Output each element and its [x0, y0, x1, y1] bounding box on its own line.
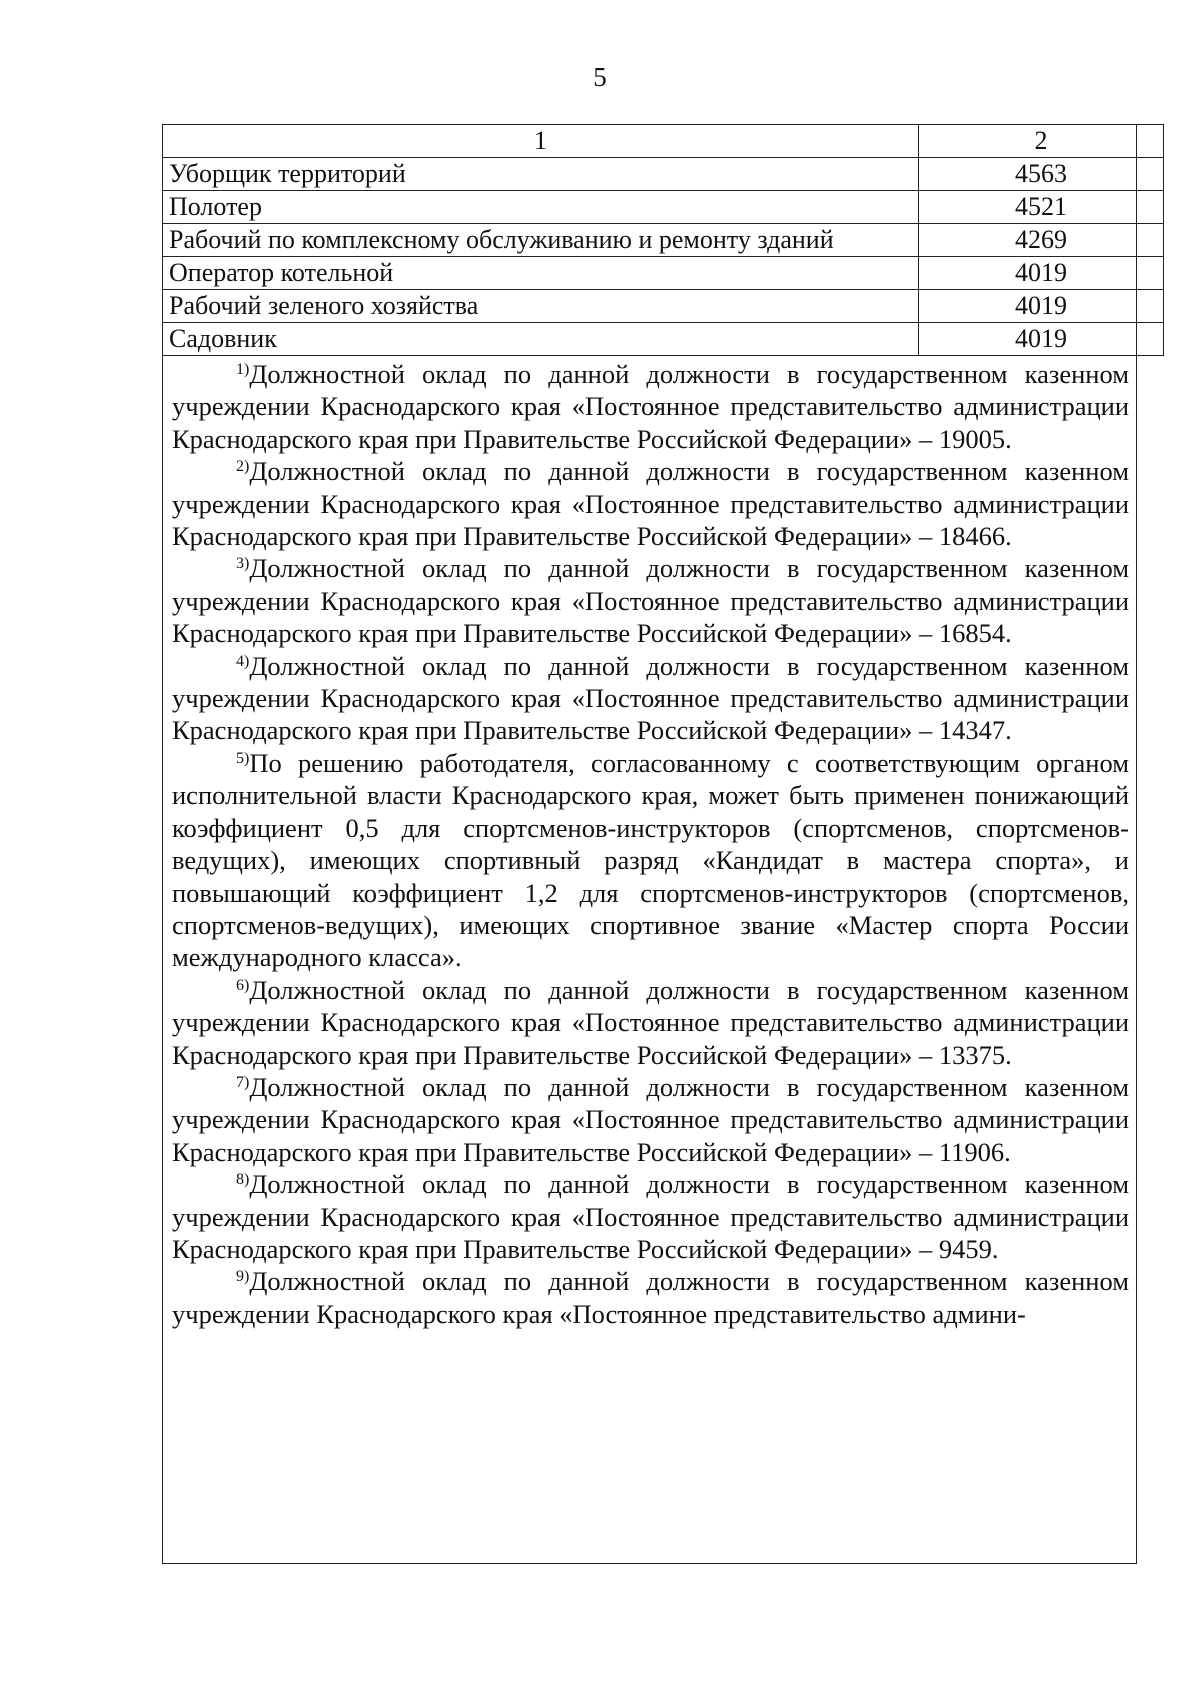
salary-cell: 4019 [919, 290, 1164, 323]
footnote [172, 358, 1129, 455]
footnote-text: Должностной оклад по данной должности в государственном казенном учреждении Краснодарского края «Постоянное представительство администрации Краснодарского края при Правительстве Российской Федерации» – 16854. [172, 553, 1129, 649]
salary-cell: 4019 [919, 323, 1164, 356]
salary-table [162, 124, 1164, 356]
footnote-mark: 8) [236, 1171, 250, 1189]
footnote [172, 650, 1129, 747]
salary-cell: 4563 [919, 158, 1164, 191]
table-header-row [163, 125, 1164, 158]
footnotes [172, 358, 1129, 1330]
table-row [163, 158, 1164, 191]
table-row [163, 257, 1164, 290]
footnote-text: Должностной оклад по данной должности в государственном казенном учреждении Краснодарского края «Постоянное представительство администрации Краснодарского края при Правительстве Российской Федерации» – 11906. [172, 1071, 1129, 1167]
footnote-mark: 9) [236, 1268, 250, 1286]
column-header-position: 1 [163, 125, 919, 158]
footnote [172, 1071, 1129, 1168]
salary-cell: 4521 [919, 191, 1164, 224]
table-row [163, 191, 1164, 224]
footnote-mark: 2) [236, 458, 250, 476]
footnote-text: Должностной оклад по данной должности в государственном казенном учреждении Краснодарского края «Постоянное представительство администрации Краснодарского края при Правительстве Российской Федерации» – 14347. [172, 650, 1129, 746]
footnote [172, 1265, 1129, 1330]
position-cell: Полотер [163, 191, 919, 224]
table-row [163, 290, 1164, 323]
position-cell: Оператор котельной [163, 257, 919, 290]
footnote [172, 747, 1129, 974]
footnote-mark: 6) [236, 976, 250, 994]
footnote-text: Должностной оклад по данной должности в государственном казенном учреждении Краснодарского края «Постоянное представительство администрации Краснодарского края при Правительстве Российской Федерации» – 9459. [172, 1169, 1129, 1264]
footnote-text: Должностной оклад по данной должности в государственном казенном учреждении Краснодарского края «Постоянное представительство администрации Краснодарского края при Правительстве Российской Федерации» – 19005. [172, 359, 1129, 454]
footnote-mark: 3) [236, 555, 250, 573]
column-header-salary: 2 [919, 125, 1164, 158]
position-cell: Уборщик территорий [163, 158, 919, 191]
page-number: 5 [593, 62, 607, 92]
footnote-mark: 4) [236, 652, 250, 670]
footnote [172, 552, 1129, 649]
footnote [172, 974, 1129, 1071]
position-cell: Рабочий зеленого хозяйства [163, 290, 919, 323]
footnote-text: По решению работодателя, согласованному с соответствующим органом исполнительной власти Краснодарского края, может быть применен понижающий коэффициент 0,5 для спортсменов-инструкторов (спортсменов, спортсменов-ведущих), имеющих спортивный разряд «Кандидат в мастера спорта», и повышающий коэффициент 1,2 для спортсменов-инструкторов (спортсменов, спортсменов-ведущих), имеющих спортивное звание «Мастер спорта России международного класса». [172, 747, 1129, 973]
footnote-mark: 1) [236, 361, 250, 378]
position-cell: Рабочий по комплексному обслуживанию и ремонту зданий [163, 224, 919, 257]
table-row [163, 323, 1164, 356]
salary-cell: 4269 [919, 224, 1164, 257]
footnote-text: Должностной оклад по данной должности в государственном казенном учреждении Краснодарского края «Постоянное представительство администрации Краснодарского края при Правительстве Российской Федерации» – 18466. [172, 456, 1129, 552]
footnote [172, 455, 1129, 552]
footnote [172, 1168, 1129, 1265]
footnote-text: Должностной оклад по данной должности в государственном казенном учреждении Краснодарского края «Постоянное представительство админи- [172, 1266, 1129, 1329]
footnote-mark: 7) [236, 1073, 250, 1091]
table-row [163, 224, 1164, 257]
salary-cell: 4019 [919, 257, 1164, 290]
footnote-text: Должностной оклад по данной должности в государственном казенном учреждении Краснодарского края «Постоянное представительство администрации Краснодарского края при Правительстве Российской Федерации» – 13375. [172, 974, 1129, 1070]
position-cell: Садовник [163, 323, 919, 356]
footnote-mark: 5) [236, 749, 250, 767]
